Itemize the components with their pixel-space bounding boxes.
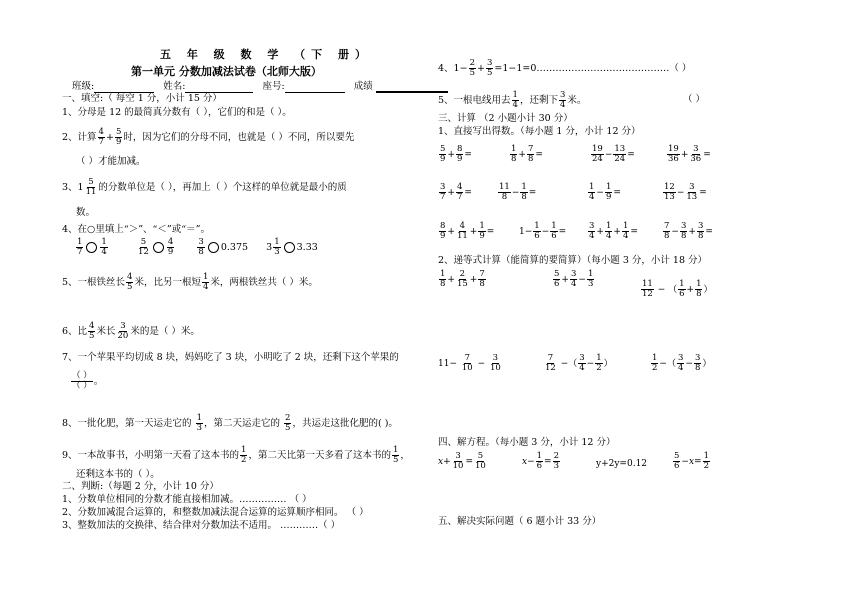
section-1-heading: 一、填空:（ 每空 1 分，小计 15 分）: [62, 93, 222, 104]
question-9: [62, 446, 410, 465]
judge-2: 2、分数加减混合运算的，和整数加减法混合运算的运算顺序相同。 （ ）: [62, 507, 369, 518]
name-label: 姓名:: [163, 81, 186, 92]
fraction: $\frac{1}{2}$: [241, 445, 247, 465]
q8-text-a: 8、一批化肥，第一天运走它的: [62, 417, 192, 429]
q3-text-b: 的分数单位是（ ），再加上（ ）个这样的单位就是最小的质: [98, 181, 347, 193]
q9-text-b: ，第二天比第一天多看了这本书的: [248, 449, 391, 461]
seat-field[interactable]: [285, 92, 345, 93]
fraction: $\frac{5}{9}$: [115, 127, 122, 147]
q8-text-c: ，共运走这批化肥的( )。: [292, 417, 398, 429]
direct-calc-item: $\frac{19}{36}$ + $\frac{3}{36}$ =: [668, 144, 711, 164]
q5-text-c: 米，两根铁丝共（ ）米。: [210, 276, 318, 288]
question-5: [62, 273, 318, 292]
q6-text-b: 米长: [96, 325, 116, 337]
question-1: 1、分母是 12 的最简真分数有（ ），它们的和是（ ）。: [62, 107, 292, 118]
equation-item: x+ $\frac{3}{10}$ = $\frac{5}{10}$: [438, 451, 486, 471]
fraction: $\frac{4}{5}$: [89, 321, 95, 341]
answer-numerator[interactable]: （ ）: [72, 371, 92, 381]
step-calc-item: $\frac{1}{2}$ −（ $\frac{3}{4}$ − $\frac{3}{8}$ ）: [652, 353, 712, 373]
fraction: $\frac{1}{7}$: [77, 237, 83, 257]
question-4: 4、在○里填上“＞”、“＜”或“＝”。: [62, 224, 210, 235]
question-7: 7、一个苹果平均切成 8 块，妈妈吃了 3 块，小明吃了 2 块，还剩下这个苹果的: [62, 352, 399, 363]
q7-end: 。: [93, 375, 104, 387]
answer-fraction[interactable]: [71, 372, 93, 391]
q9-text-a: 9、一本故事书，小明第一天看了这本书的: [62, 449, 240, 461]
section-3-heading: 三、计算 （2 小题小计 30 分）: [438, 113, 573, 124]
step-calc-item: $\frac{11}{12}$ − （ $\frac{1}{6}$ + $\frac{1}{8}$ ）: [642, 279, 713, 299]
calc-2-heading: 2、递等式计算（能简算的要简算）（每小题 3 分，小计 18 分）: [438, 255, 708, 266]
exam-title: 五 年 级 数 学 （下 册）: [160, 48, 372, 61]
direct-calc-item: $\frac{11}{8}$ − $\frac{1}{8}$ =: [499, 182, 537, 202]
question-2: 2、计算 $\frac{4}{7}$ + $\frac{5}{9}$ 时，因为它们的分母不同，也就是（ ）不同，所以要先: [62, 127, 355, 147]
fraction: $\frac{3}{4}$: [559, 90, 566, 110]
section-5-heading: 五、解决实际问题（ 6 题小计 33 分）: [438, 516, 602, 527]
fraction: $\frac{5}{11}$: [85, 177, 97, 197]
answer-circle[interactable]: [86, 242, 97, 253]
question-3: [62, 178, 347, 197]
q4-value-b: 3.33: [296, 241, 318, 253]
q6-text-a: 6、比: [62, 325, 88, 337]
judge-4: 4、1− $\frac{2}{5}$ + $\frac{3}{5}$ =1−1=0……………………………………（ ）: [438, 58, 692, 78]
direct-calc-item: 1− $\frac{1}{6}$ − $\frac{1}{6}$ =: [519, 221, 567, 241]
fraction: $\frac{1}{4}$: [512, 90, 518, 110]
j5-text-c: 米。: [567, 94, 587, 106]
exam-subtitle: 第一单元 分数加减法试卷（北师大版）: [131, 65, 322, 78]
direct-calc-item: $\frac{1}{4}$ − $\frac{1}{9}$ =: [589, 182, 621, 202]
fraction: $\frac{1}{3}$: [196, 413, 202, 433]
q5-text-b: 米，比另一根短: [134, 276, 201, 288]
q6-text-c: 米的是（ ）米。: [130, 325, 200, 337]
q8-text-b: ，第二天运走它的: [204, 417, 281, 429]
q2-text-a: 2、计算: [62, 131, 97, 143]
question-6: [62, 322, 200, 341]
fraction: $\frac{1}{3}$: [274, 237, 280, 257]
fraction: $\frac{1}{4}$: [202, 272, 209, 292]
section-2-heading: 二、判断:（每题 2 分，小计 10 分）: [62, 481, 219, 492]
direct-calc-item: $\frac{19}{24}$ − $\frac{13}{24}$ =: [592, 144, 635, 164]
step-calc-item: $\frac{7}{12}$ −（ $\frac{3}{4}$ − $\frac{1}{2}$ ）: [545, 353, 613, 373]
direct-calc-item: $\frac{3}{7}$ + $\frac{4}{7}$ =: [440, 182, 472, 202]
j5-text-b: ，还剩下: [519, 94, 558, 106]
question-2-cont: （ ）才能加减。: [76, 156, 146, 167]
calc-1-heading: 1、直接写出得数。（每小题 1 分，小计 12 分）: [438, 126, 641, 137]
fraction: $\frac{4}{9}$: [167, 237, 174, 257]
q3-text-a: 3、1: [62, 181, 84, 193]
question-7-answer: [70, 372, 103, 391]
direct-calc-item: $\frac{7}{8}$ − $\frac{3}{8}$ + $\frac{3}{8}$ =: [664, 221, 713, 241]
answer-denominator[interactable]: （ ）: [72, 380, 92, 391]
judge-5: [438, 91, 586, 110]
direct-calc-item: $\frac{3}{4}$ + $\frac{1}{4}$ + $\frac{1}{4}$ =: [589, 221, 638, 241]
step-calc-item: $\frac{1}{8}$ + $\frac{2}{15}$ + $\frac{7}{8}$: [440, 269, 485, 289]
j5-text-a: 5、一根电线用去: [438, 94, 511, 106]
q2-text-b: 时，因为它们的分母不同，也就是（ ）不同，所以要先: [123, 131, 355, 143]
fraction: $\frac{3}{8}$: [198, 237, 204, 257]
answer-circle[interactable]: [153, 242, 164, 253]
judge-1: 1、分数单位相同的分数才能直接相加减。…………… （ ）: [62, 494, 312, 505]
class-label: 班级:: [72, 81, 95, 92]
equation-item: x− $\frac{1}{6}$ = $\frac{2}{3}$: [522, 451, 560, 471]
direct-calc-item: $\frac{5}{9}$ + $\frac{8}{9}$ =: [440, 144, 472, 164]
question-8: [62, 414, 398, 433]
question-9-cont: 还剩这本书的（ ）。: [76, 469, 160, 480]
q5-text-a: 5、一根铁丝长: [62, 276, 126, 288]
j4-text-b: =1−1=0……………………………………（ ）: [494, 62, 692, 74]
direct-calc-item: $\frac{8}{9}$ + $\frac{4}{11}$ + $\frac{1}{9}$ =: [440, 221, 495, 241]
fraction: $\frac{4}{5}$: [127, 272, 133, 292]
judge-3: 3、整数加法的交换律、结合律对分数加法不适用。 …………（ ）: [62, 520, 341, 531]
fraction: $\frac{1}{4}$: [101, 237, 107, 257]
fraction: $\frac{3}{5}$: [486, 58, 493, 78]
fraction: $\frac{2}{5}$: [285, 413, 291, 433]
fraction: $\frac{1}{5}$: [392, 445, 399, 465]
j4-text-a: 4、1−: [438, 62, 468, 74]
seat-label: 座号:: [262, 81, 285, 92]
fraction: $\frac{5}{12}$: [138, 237, 149, 257]
step-calc-item: 11− $\frac{7}{10}$ − $\frac{3}{10}$: [438, 353, 501, 373]
q4-value-a: 0.375: [220, 241, 249, 253]
equation-item: $\frac{5}{6}$ −x= $\frac{1}{2}$: [674, 451, 710, 471]
fraction: $\frac{3}{20}$: [117, 321, 129, 341]
equation-item: y+2y=0.12: [596, 459, 648, 469]
q9-text-c: ，: [400, 449, 410, 461]
direct-calc-item: $\frac{1}{8}$ + $\frac{7}{8}$ =: [511, 144, 543, 164]
score-label: 成绩: [353, 81, 373, 92]
section-4-heading: 四、解方程。（每小题 3 分，小计 12 分）: [438, 437, 616, 448]
direct-calc-item: $\frac{12}{13}$ − $\frac{3}{13}$ =: [664, 182, 707, 202]
judge-5-paren[interactable]: （ ）: [683, 94, 706, 105]
step-calc-prefix: 11−: [438, 358, 457, 369]
answer-circle[interactable]: [284, 242, 295, 253]
question-4-items: $\frac{1}{7}$ $\frac{1}{4}$ $\frac{5}{12}$ $\frac{4}{9}$ $\frac{3}{8}$ 0.375 3 $\frac{1}{3}$ 3.33: [77, 237, 318, 257]
question-3-cont: 数。: [76, 207, 96, 218]
fraction: $\frac{2}{5}$: [469, 58, 475, 78]
step-calc-item: $\frac{5}{6}$ + $\frac{3}{4}$ − $\frac{1}{3}$: [554, 269, 594, 289]
info-line: [72, 82, 448, 93]
answer-circle[interactable]: [208, 242, 219, 253]
fraction: $\frac{4}{7}$: [98, 127, 104, 147]
